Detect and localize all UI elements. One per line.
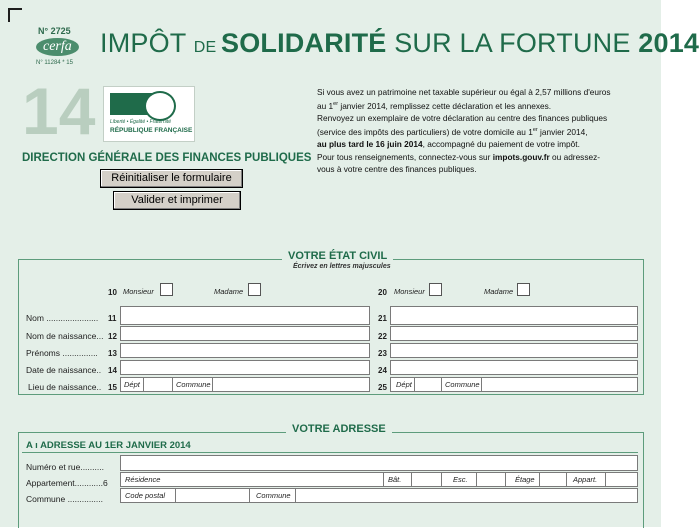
cerfa-number: N° 2725	[38, 26, 71, 36]
commune-label: Commune ...............	[26, 494, 103, 504]
cerfa-logo: cerfa	[36, 38, 79, 56]
box-number-22: 22	[378, 332, 387, 341]
commune-label-2: Commune	[445, 380, 480, 389]
dgfip-heading: DIRECTION GÉNÉRALE DES FINANCES PUBLIQUES	[22, 152, 312, 164]
corner-mark	[8, 8, 22, 22]
row-label-nom: Nom ......................	[26, 313, 99, 323]
row-label-lieu-naissance: Lieu de naissance..	[28, 382, 102, 392]
address-title: VOTRE ADRESSE	[286, 423, 392, 435]
box-number-15: 15	[108, 383, 117, 392]
box-number-24: 24	[378, 366, 387, 375]
box-number-10: 10	[108, 288, 117, 297]
monsieur-checkbox-1[interactable]	[160, 283, 173, 296]
monsieur-label-2: Monsieur	[394, 287, 425, 296]
birth-date-input-1[interactable]	[120, 360, 370, 375]
validate-print-button[interactable]: Valider et imprimer	[113, 191, 241, 210]
postal-code-label: Code postal	[125, 491, 166, 500]
commune-label-1: Commune	[176, 380, 211, 389]
nom-input-1[interactable]	[120, 306, 370, 325]
dept-label-1: Dépt	[124, 380, 140, 389]
birth-place-input-2[interactable]	[390, 377, 638, 392]
cerfa-subnumber: N° 11284 * 15	[36, 60, 73, 66]
address-heading: A ı ADRESSE AU 1ER JANVIER 2014	[26, 440, 191, 451]
box-number-25: 25	[378, 383, 387, 392]
row-label-nom-naissance: Nom de naissance...	[26, 331, 104, 341]
first-names-input-2[interactable]	[390, 343, 638, 358]
marianne-logo: Liberté • Égalité • Fraternité RÉPUBLIQUE FRANÇAISE	[103, 86, 195, 142]
dept-label-2: Dépt	[396, 380, 412, 389]
monsieur-checkbox-2[interactable]	[429, 283, 442, 296]
esc-label: Esc.	[453, 475, 468, 484]
marianne-face-icon	[144, 91, 176, 121]
postal-commune-input[interactable]	[120, 488, 638, 503]
box-number-23: 23	[378, 349, 387, 358]
box-number-20: 20	[378, 288, 387, 297]
box-number-21: 21	[378, 314, 387, 323]
box-number-11: 11	[108, 314, 117, 323]
first-names-input-1[interactable]	[120, 343, 370, 358]
madame-label-2: Madame	[484, 287, 514, 296]
civil-status-subtitle: Écrivez en lettres majuscules	[287, 263, 397, 270]
bat-label: Bât.	[388, 475, 402, 484]
apartment-label: Appartement............6	[26, 478, 108, 488]
form-number: 14	[22, 74, 96, 148]
residence-label: Résidence	[125, 475, 161, 484]
birth-date-input-2[interactable]	[390, 360, 638, 375]
row-label-date-naissance: Date de naissance..	[26, 365, 102, 375]
nom-input-2[interactable]	[390, 306, 638, 325]
appart-label: Appart.	[573, 475, 598, 484]
street-label: Numéro et rue..........	[26, 462, 104, 472]
birth-place-input-1[interactable]	[120, 377, 370, 392]
box-number-13: 13	[108, 349, 117, 358]
row-label-prenoms: Prénoms ...............	[26, 348, 98, 358]
street-input[interactable]	[120, 455, 638, 471]
monsieur-label-1: Monsieur	[123, 287, 154, 296]
reset-form-button[interactable]: Réinitialiser le formulaire	[100, 169, 243, 188]
birth-name-input-2[interactable]	[390, 326, 638, 341]
civil-status-title: VOTRE ÉTAT CIVIL	[282, 250, 393, 262]
etage-label: Étage	[515, 475, 535, 484]
residence-input[interactable]	[120, 472, 638, 487]
madame-label-1: Madame	[214, 287, 244, 296]
page-title: IMPÔT DE SOLIDARITÉ SUR LA FORTUNE 2014	[100, 28, 699, 58]
box-number-12: 12	[108, 332, 117, 341]
box-number-14: 14	[108, 366, 117, 375]
address-commune-label: Commune	[256, 491, 291, 500]
address-divider	[22, 452, 638, 453]
intro-text: Si vous avez un patrimoine net taxable supérieur ou égal à 2,57 millions d'euros au 1er janvier 2014, remplissez cette déclaration et les annexes. Renvoyez un exemplaire de votre déclaration au centre des finances publiques (service des impôts des particuliers) de votre domicile au 1er janvier 2014, au plus tard le 16 juin 2014, accompagné du paiement de votre impôt. Pour tous renseignements, connectez-vous sur impots.gouv.fr ou adressez- vous à votre centre des finances publiques.	[317, 87, 611, 174]
birth-name-input-1[interactable]	[120, 326, 370, 341]
madame-checkbox-1[interactable]	[248, 283, 261, 296]
madame-checkbox-2[interactable]	[517, 283, 530, 296]
